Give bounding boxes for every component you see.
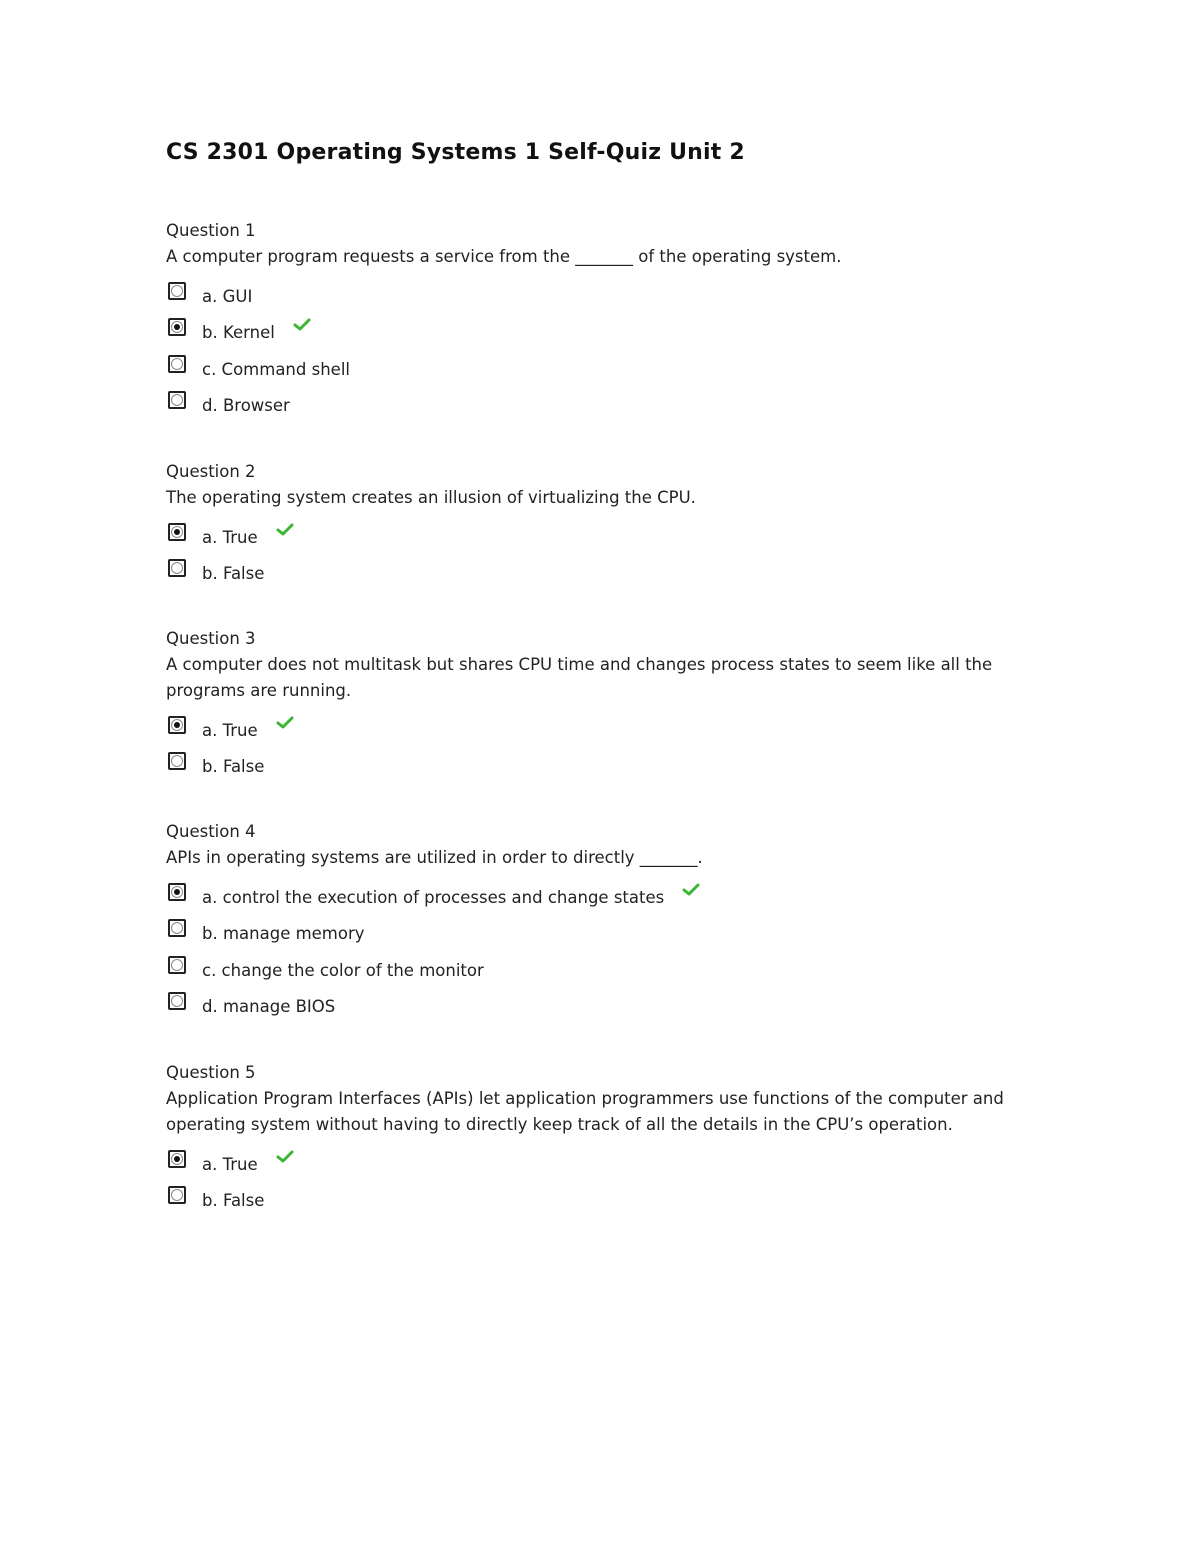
document-title: CS 2301 Operating Systems 1 Self-Quiz Unit 2 (166, 140, 745, 165)
question-1 (166, 218, 1036, 432)
answer-options (166, 1154, 1036, 1227)
answer-option-d[interactable] (166, 395, 1036, 431)
question-label: Question 2 (166, 462, 256, 481)
answer-option-label: d. manage BIOS (202, 997, 336, 1017)
question-label: Question 5 (166, 1063, 256, 1082)
answer-option-label: b. False (202, 564, 265, 584)
radio-button[interactable] (168, 919, 186, 937)
answer-option-a[interactable] (166, 527, 1036, 563)
question-text: A computer does not multitask but shares CPU time and changes process states to seem like all the programs are running. (166, 655, 993, 700)
answer-option-label: b. manage memory (202, 924, 365, 944)
radio-button[interactable] (168, 992, 186, 1010)
answer-option-label: b. False (202, 1191, 265, 1211)
question-2 (166, 459, 1036, 600)
answer-option-c[interactable] (166, 960, 1036, 996)
question-label: Question 3 (166, 629, 256, 648)
answer-option-label: a. GUI (202, 287, 253, 306)
answer-options (166, 887, 1036, 1033)
answer-option-label: b. Kernel (202, 323, 275, 343)
answer-option-a[interactable] (166, 286, 1036, 322)
correct-check-icon (293, 318, 311, 332)
answer-options (166, 720, 1036, 793)
answer-options (166, 527, 1036, 600)
radio-button[interactable] (168, 1186, 186, 1204)
radio-button[interactable] (168, 318, 186, 336)
answer-option-d[interactable] (166, 996, 1036, 1032)
answer-option-b[interactable] (166, 322, 1036, 358)
question-text: APIs in operating systems are utilized in order to directly _______. (166, 848, 703, 867)
radio-button[interactable] (168, 282, 186, 300)
radio-button[interactable] (168, 883, 186, 901)
answer-option-a[interactable] (166, 887, 1036, 923)
question-text: A computer program requests a service from the _______ of the operating system. (166, 247, 842, 266)
answer-option-label: d. Browser (202, 396, 290, 416)
answer-option-b[interactable] (166, 1190, 1036, 1226)
question-3 (166, 626, 1036, 793)
radio-button[interactable] (168, 559, 186, 577)
answer-option-c[interactable] (166, 359, 1036, 395)
answer-option-b[interactable] (166, 563, 1036, 599)
radio-button[interactable] (168, 355, 186, 373)
question-label: Question 1 (166, 221, 256, 240)
answer-option-label: c. change the color of the monitor (202, 960, 484, 980)
question-4 (166, 819, 1036, 1033)
radio-button[interactable] (168, 391, 186, 409)
question-5 (166, 1060, 1036, 1227)
radio-button[interactable] (168, 752, 186, 770)
radio-button[interactable] (168, 1150, 186, 1168)
answer-option-label: c. Command shell (202, 359, 350, 379)
answer-option-label: a. control the execution of processes and change states (202, 888, 665, 907)
answer-option-a[interactable] (166, 720, 1036, 756)
radio-button[interactable] (168, 523, 186, 541)
answer-options (166, 286, 1036, 432)
answer-option-a[interactable] (166, 1154, 1036, 1190)
answer-option-label: a. True (202, 721, 258, 740)
radio-button[interactable] (168, 716, 186, 734)
radio-button[interactable] (168, 956, 186, 974)
answer-option-b[interactable] (166, 923, 1036, 959)
question-text: Application Program Interfaces (APIs) let application programmers use functions of the computer and operating system without having to directly keep track of all the details in the CPU’s operation. (166, 1089, 1004, 1134)
answer-option-b[interactable] (166, 756, 1036, 792)
question-label: Question 4 (166, 822, 256, 841)
answer-option-label: b. False (202, 757, 265, 777)
correct-check-icon (276, 716, 294, 730)
correct-check-icon (276, 523, 294, 537)
answer-option-label: a. True (202, 1155, 258, 1174)
answer-option-label: a. True (202, 528, 258, 547)
question-text: The operating system creates an illusion of virtualizing the CPU. (166, 488, 696, 507)
correct-check-icon (276, 1150, 294, 1164)
correct-check-icon (682, 883, 700, 897)
